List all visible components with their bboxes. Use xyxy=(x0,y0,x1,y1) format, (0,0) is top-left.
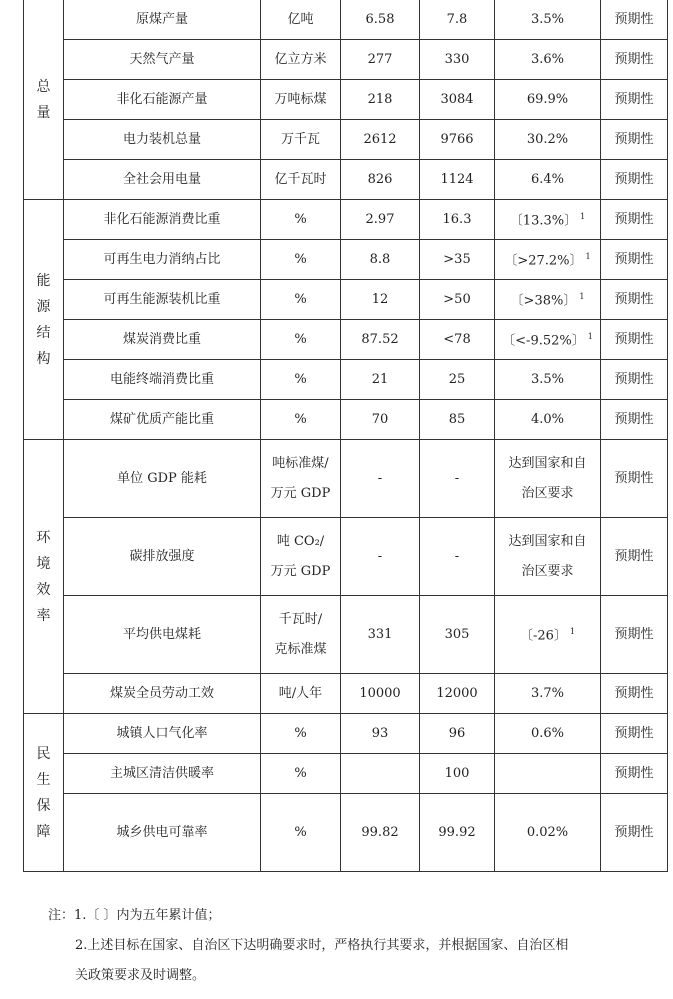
nature-cell: 预期性 xyxy=(601,400,668,440)
target-value-cell: >50 xyxy=(420,280,495,320)
target-value-cell: <78 xyxy=(420,320,495,360)
base-value-cell: - xyxy=(341,518,420,596)
target-value-cell: 1124 xyxy=(420,160,495,200)
nature-cell: 预期性 xyxy=(601,754,668,794)
unit-cell: % xyxy=(261,714,341,754)
indicator-name-cell: 平均供电煤耗 xyxy=(64,596,261,674)
nature-cell: 预期性 xyxy=(601,40,668,80)
unit-cell: % xyxy=(261,240,341,280)
table-row xyxy=(24,714,668,754)
table-row xyxy=(24,794,668,872)
unit-cell: % xyxy=(261,794,341,872)
target-value-cell: 100 xyxy=(420,754,495,794)
table-row xyxy=(24,320,668,360)
target-value-cell: 9766 xyxy=(420,120,495,160)
target-value-cell: 305 xyxy=(420,596,495,674)
category-cell: 能 源 结 构 xyxy=(24,200,64,440)
base-value-cell: 6.58 xyxy=(341,0,420,40)
unit-cell: 吨标准煤/ 万元 GDP xyxy=(261,440,341,518)
note-line-2: 2.上述目标在国家、自治区下达明确要求时，严格执行其要求，并根据国家、自治区相 xyxy=(75,938,569,953)
category-cell: 环 境 效 率 xyxy=(24,440,64,714)
unit-cell: % xyxy=(261,200,341,240)
base-value-cell: 331 xyxy=(341,596,420,674)
nature-cell: 预期性 xyxy=(601,280,668,320)
target-value-cell: 96 xyxy=(420,714,495,754)
nature-cell: 预期性 xyxy=(601,160,668,200)
target-value-cell: 16.3 xyxy=(420,200,495,240)
growth-cell: 69.9% xyxy=(495,80,601,120)
nature-cell: 预期性 xyxy=(601,200,668,240)
indicator-name-cell: 城乡供电可靠率 xyxy=(64,794,261,872)
table-row xyxy=(24,280,668,320)
unit-cell: % xyxy=(261,320,341,360)
growth-cell: 〔<-9.52%〕 $^1$ xyxy=(495,320,601,360)
nature-cell: 预期性 xyxy=(601,674,668,714)
indicator-table-body xyxy=(24,0,668,872)
nature-cell: 预期性 xyxy=(601,360,668,400)
nature-cell: 预期性 xyxy=(601,440,668,518)
indicator-name-cell: 天然气产量 xyxy=(64,40,261,80)
nature-cell: 预期性 xyxy=(601,518,668,596)
base-value-cell: 21 xyxy=(341,360,420,400)
category-cell: 总 量 xyxy=(24,0,64,200)
indicator-name-cell: 煤炭消费比重 xyxy=(64,320,261,360)
growth-cell: 3.5% xyxy=(495,0,601,40)
unit-cell: % xyxy=(261,360,341,400)
base-value-cell xyxy=(341,754,420,794)
indicator-name-cell: 城镇人口气化率 xyxy=(64,714,261,754)
base-value-cell: 70 xyxy=(341,400,420,440)
growth-cell: 0.02% xyxy=(495,794,601,872)
base-value-cell: - xyxy=(341,440,420,518)
unit-cell: 千瓦时/ 克标准煤 xyxy=(261,596,341,674)
unit-cell: % xyxy=(261,280,341,320)
indicator-name-cell: 主城区清洁供暖率 xyxy=(64,754,261,794)
unit-cell: 吨 CO₂/ 万元 GDP xyxy=(261,518,341,596)
target-value-cell: >35 xyxy=(420,240,495,280)
growth-cell: 30.2% xyxy=(495,120,601,160)
base-value-cell: 826 xyxy=(341,160,420,200)
indicator-name-cell: 可再生电力消纳占比 xyxy=(64,240,261,280)
growth-cell: 4.0% xyxy=(495,400,601,440)
table-row xyxy=(24,120,668,160)
unit-cell: 吨/人年 xyxy=(261,674,341,714)
growth-cell: 〔-26〕 $^1$ xyxy=(495,596,601,674)
growth-cell xyxy=(495,754,601,794)
base-value-cell: 93 xyxy=(341,714,420,754)
indicator-name-cell: 原煤产量 xyxy=(64,0,261,40)
table-row xyxy=(24,596,668,674)
nature-cell: 预期性 xyxy=(601,80,668,120)
growth-cell: 达到国家和自 治区要求 xyxy=(495,440,601,518)
unit-cell: % xyxy=(261,754,341,794)
unit-cell: 亿立方米 xyxy=(261,40,341,80)
base-value-cell: 2612 xyxy=(341,120,420,160)
table-row xyxy=(24,400,668,440)
indicator-name-cell: 可再生能源装机比重 xyxy=(64,280,261,320)
target-value-cell: 12000 xyxy=(420,674,495,714)
table-row xyxy=(24,0,668,40)
unit-cell: 亿千瓦时 xyxy=(261,160,341,200)
growth-cell: 3.5% xyxy=(495,360,601,400)
base-value-cell: 87.52 xyxy=(341,320,420,360)
base-value-cell: 218 xyxy=(341,80,420,120)
category-cell: 民 生 保 障 xyxy=(24,714,64,872)
growth-cell: 〔>27.2%〕 $^1$ xyxy=(495,240,601,280)
unit-cell: 亿吨 xyxy=(261,0,341,40)
indicator-name-cell: 单位 GDP 能耗 xyxy=(64,440,261,518)
unit-cell: % xyxy=(261,400,341,440)
indicator-name-cell: 非化石能源消费比重 xyxy=(64,200,261,240)
base-value-cell: 12 xyxy=(341,280,420,320)
footnote-marker: 1 xyxy=(580,212,586,222)
target-value-cell: 3084 xyxy=(420,80,495,120)
footnote-marker: 1 xyxy=(579,292,585,302)
indicator-name-cell: 非化石能源产量 xyxy=(64,80,261,120)
base-value-cell: 277 xyxy=(341,40,420,80)
indicator-name-cell: 煤矿优质产能比重 xyxy=(64,400,261,440)
table-row xyxy=(24,518,668,596)
base-value-cell: 99.82 xyxy=(341,794,420,872)
target-value-cell: 85 xyxy=(420,400,495,440)
table-row xyxy=(24,200,668,240)
table-row xyxy=(24,80,668,120)
table-row xyxy=(24,240,668,280)
nature-cell: 预期性 xyxy=(601,794,668,872)
target-value-cell: 99.92 xyxy=(420,794,495,872)
indicator-name-cell: 全社会用电量 xyxy=(64,160,261,200)
notes xyxy=(48,901,658,991)
growth-cell: 6.4% xyxy=(495,160,601,200)
nature-cell: 预期性 xyxy=(601,240,668,280)
target-value-cell: - xyxy=(420,518,495,596)
growth-cell: 0.6% xyxy=(495,714,601,754)
indicator-table xyxy=(23,0,668,872)
indicator-name-cell: 碳排放强度 xyxy=(64,518,261,596)
target-value-cell: 7.8 xyxy=(420,0,495,40)
target-value-cell: 25 xyxy=(420,360,495,400)
indicator-name-cell: 电能终端消费比重 xyxy=(64,360,261,400)
table-row xyxy=(24,40,668,80)
base-value-cell: 2.97 xyxy=(341,200,420,240)
table-row xyxy=(24,754,668,794)
note-line-1: 注：1.〔 〕内为五年累计值； xyxy=(48,908,221,923)
nature-cell: 预期性 xyxy=(601,714,668,754)
growth-cell: 3.7% xyxy=(495,674,601,714)
footnote-marker: 1 xyxy=(587,332,593,342)
indicator-name-cell: 电力装机总量 xyxy=(64,120,261,160)
indicator-name-cell: 煤炭全员劳动工效 xyxy=(64,674,261,714)
nature-cell: 预期性 xyxy=(601,0,668,40)
unit-cell: 万吨标煤 xyxy=(261,80,341,120)
footnote-marker: 1 xyxy=(585,252,591,262)
unit-cell: 万千瓦 xyxy=(261,120,341,160)
table-row xyxy=(24,674,668,714)
nature-cell: 预期性 xyxy=(601,320,668,360)
table-row xyxy=(24,440,668,518)
nature-cell: 预期性 xyxy=(601,120,668,160)
nature-cell: 预期性 xyxy=(601,596,668,674)
base-value-cell: 10000 xyxy=(341,674,420,714)
table-row xyxy=(24,360,668,400)
growth-cell: 达到国家和自 治区要求 xyxy=(495,518,601,596)
note-line-3: 关政策要求及时调整。 xyxy=(75,968,206,983)
footnote-marker: 1 xyxy=(569,627,576,637)
growth-cell: 〔>38%〕 $^1$ xyxy=(495,280,601,320)
target-value-cell: - xyxy=(420,440,495,518)
growth-cell: 3.6% xyxy=(495,40,601,80)
growth-cell: 〔13.3%〕 $^1$ xyxy=(495,200,601,240)
table-row xyxy=(24,160,668,200)
target-value-cell: 330 xyxy=(420,40,495,80)
base-value-cell: 8.8 xyxy=(341,240,420,280)
